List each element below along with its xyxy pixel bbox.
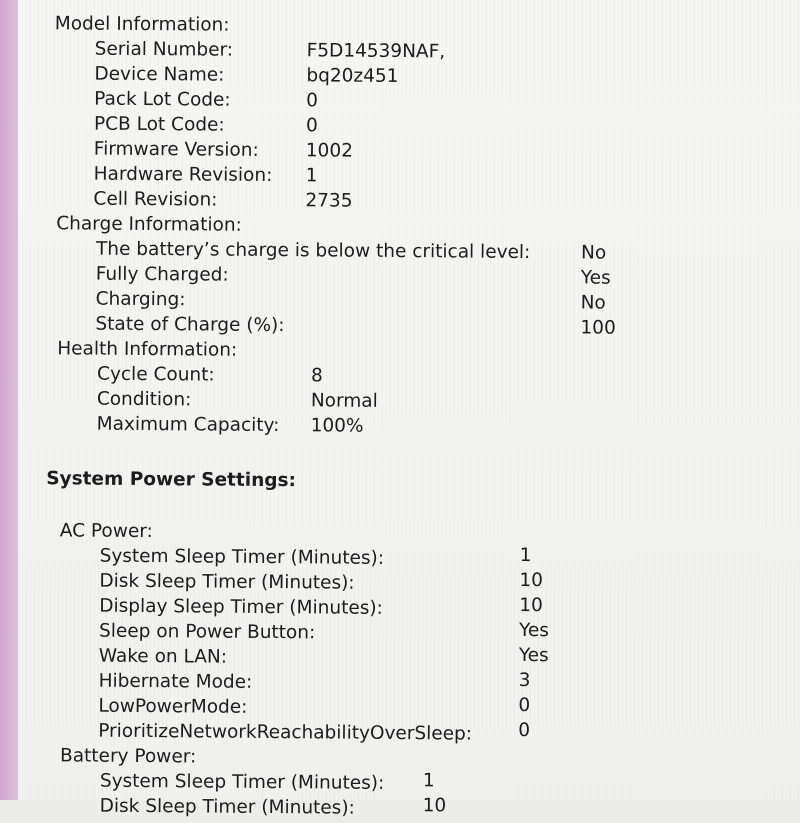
ac-hibernate-mode-value: 3: [518, 669, 531, 692]
power-report: [12, 0, 800, 819]
device-name-label: Device Name:: [94, 63, 225, 86]
maximum-capacity-label: Maximum Capacity:: [96, 413, 280, 437]
device-name-value: bq20z451: [306, 65, 399, 87]
condition-label: Condition:: [96, 388, 192, 411]
firmware-version-value: 1002: [305, 140, 353, 162]
ac-disk-sleep-label: Disk Sleep Timer (Minutes):: [99, 570, 355, 594]
ac-system-sleep-label: System Sleep Timer (Minutes):: [99, 545, 385, 569]
fully-charged-label: Fully Charged:: [95, 263, 229, 286]
state-of-charge-label: State of Charge (%):: [95, 313, 285, 337]
ac-sleep-power-button-value: Yes: [518, 619, 550, 642]
battery-system-sleep-label: System Sleep Timer (Minutes):: [99, 770, 385, 794]
pack-lot-code-value: 0: [306, 90, 319, 112]
ac-network-reachability-value: 0: [518, 719, 531, 742]
condition-value: Normal: [310, 390, 378, 412]
ac-power-heading: AC Power:: [59, 520, 153, 543]
ac-disk-sleep-value: 10: [519, 569, 544, 592]
ac-network-reachability-label: PrioritizeNetworkReachabilityOverSleep:: [98, 720, 473, 745]
pack-lot-code-label: Pack Lot Code:: [94, 88, 231, 111]
pcb-lot-code-label: PCB Lot Code:: [93, 113, 225, 136]
cycle-count-value: 8: [310, 365, 323, 387]
system-information-panel: [18, 0, 800, 819]
ac-low-power-mode-value: 0: [518, 694, 531, 717]
charge-information-heading: Charge Information:: [56, 213, 242, 236]
health-information-heading: Health Information:: [57, 338, 238, 361]
ac-wake-on-lan-value: Yes: [518, 644, 549, 667]
battery-power-heading: Battery Power:: [59, 745, 197, 768]
serial-number-label: Serial Number:: [94, 38, 234, 61]
serial-number-value: F5D14539NAF,: [306, 40, 446, 63]
ac-display-sleep-label: Display Sleep Timer (Minutes):: [99, 595, 383, 619]
ac-sleep-power-button-label: Sleep on Power Button:: [98, 620, 316, 644]
cell-revision-label: Cell Revision:: [93, 188, 218, 211]
critical-level-label: The battery’s charge is below the critical level:: [95, 238, 531, 264]
charging-label: Charging:: [95, 288, 186, 311]
battery-disk-sleep-label: Disk Sleep Timer (Minutes):: [99, 795, 355, 819]
ac-low-power-mode-label: LowPowerMode:: [98, 695, 248, 718]
firmware-version-label: Firmware Version:: [93, 138, 259, 161]
cycle-count-label: Cycle Count:: [96, 363, 215, 386]
maximum-capacity-value: 100%: [310, 415, 364, 437]
ac-hibernate-mode-label: Hibernate Mode:: [98, 670, 253, 693]
critical-level-value: No: [580, 242, 607, 264]
system-power-settings-title: System Power Settings:: [46, 468, 297, 492]
ac-display-sleep-value: 10: [519, 594, 543, 617]
fully-charged-value: Yes: [580, 267, 611, 289]
ac-system-sleep-value: 1: [519, 544, 532, 567]
battery-system-sleep-value: 1: [422, 770, 435, 792]
ac-wake-on-lan-label: Wake on LAN:: [98, 645, 228, 668]
battery-disk-sleep-value: 10: [422, 795, 447, 817]
pcb-lot-code-value: 0: [305, 115, 318, 137]
hardware-revision-label: Hardware Revision:: [93, 163, 273, 187]
hardware-revision-value: 1: [305, 165, 318, 187]
charging-value: No: [580, 292, 606, 314]
cell-revision-value: 2735: [305, 190, 353, 212]
model-information-heading: Model Information:: [54, 13, 230, 36]
state-of-charge-value: 100: [580, 317, 616, 339]
